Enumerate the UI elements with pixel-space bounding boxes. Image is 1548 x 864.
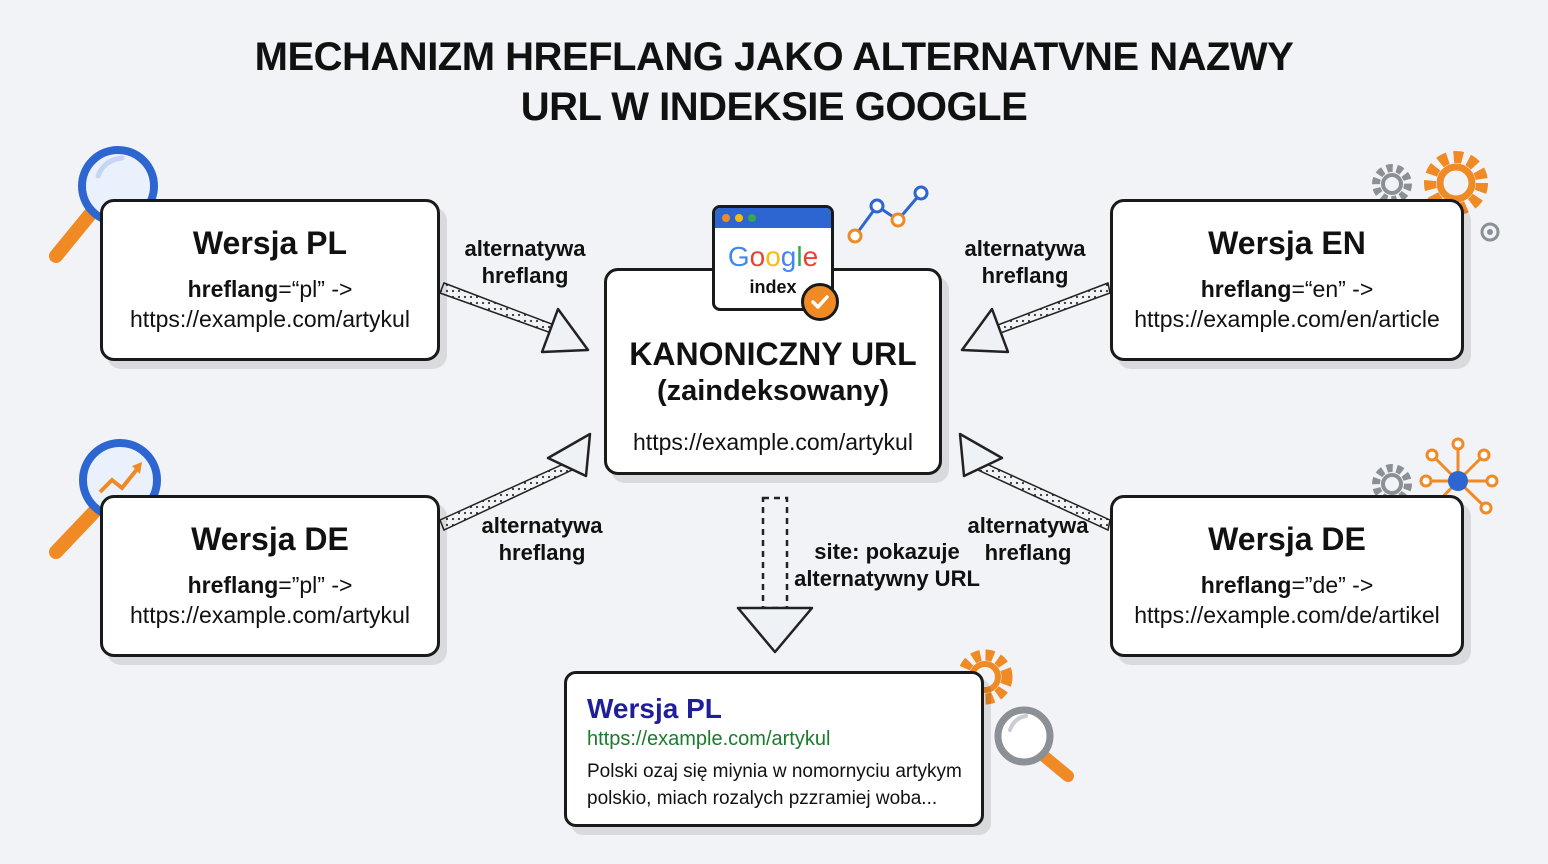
box-wersja-de-right bbox=[1110, 495, 1464, 657]
browser-titlebar bbox=[715, 208, 831, 228]
hreflang-attr: hreflang bbox=[187, 276, 279, 302]
hreflang-value: =”de” -> bbox=[1291, 572, 1374, 598]
label-line: alternatywa bbox=[481, 513, 603, 538]
snippet-line: polskiо, miach rozalych pzzгamiej woba... bbox=[587, 788, 938, 809]
label-top-left bbox=[455, 235, 595, 289]
search-result-card bbox=[564, 671, 984, 827]
box-heading: Wersja EN bbox=[1208, 225, 1366, 261]
label-line: hreflang bbox=[498, 540, 586, 565]
box-url: https://example.com/artykul bbox=[130, 602, 410, 628]
hreflang-line bbox=[103, 570, 437, 600]
label-line: alternatywa bbox=[964, 236, 1086, 261]
hreflang-line bbox=[1113, 570, 1461, 600]
result-url[interactable]: https://example.com/artykul bbox=[587, 728, 831, 750]
label-line: alternatywa bbox=[967, 513, 1089, 538]
arrow-top-left bbox=[440, 283, 588, 352]
box-url: https://example.com/artykul bbox=[130, 306, 410, 332]
label-line: hreflang bbox=[981, 263, 1069, 288]
label-line: hreflang bbox=[481, 263, 569, 288]
google-logo: Google bbox=[727, 241, 819, 272]
box-heading: Wersja DE bbox=[191, 521, 349, 557]
hreflang-line bbox=[103, 274, 437, 304]
snippet-line: Polski ozaj się miynia w nomornyciu artykym bbox=[587, 761, 962, 782]
hreflang-attr: hreflang bbox=[1200, 276, 1292, 302]
label-line: alternatywny URL bbox=[794, 566, 980, 591]
hreflang-value: =“pl” -> bbox=[278, 276, 353, 302]
title-line-2: URL W INDEKSIE GOOGLE bbox=[520, 85, 1028, 129]
box-wersja-en bbox=[1110, 199, 1464, 361]
hreflang-value: =”pl” -> bbox=[278, 572, 353, 598]
box-wersja-pl bbox=[100, 199, 440, 361]
result-title[interactable]: Wersja PL bbox=[587, 693, 722, 724]
canonical-subheading: (zaindeksowany) bbox=[656, 375, 890, 407]
checkmark-icon bbox=[801, 283, 839, 321]
hreflang-line bbox=[1113, 274, 1461, 304]
badge-label: index bbox=[749, 277, 797, 297]
label-line: site: pokazuje bbox=[814, 539, 960, 564]
box-url: https://example.com/de/artikel bbox=[1134, 602, 1440, 628]
title-line-1: MECHANIZM HREFLANG JAKO ALTERNATVNE NAZWY bbox=[254, 35, 1294, 79]
canonical-url: https://example.com/artykul bbox=[633, 429, 913, 455]
canonical-heading: KANONICZNY URL bbox=[629, 336, 917, 372]
label-line: alternatywa bbox=[464, 236, 586, 261]
box-heading: Wersja DE bbox=[1208, 521, 1366, 557]
result-snippet bbox=[587, 758, 961, 812]
hreflang-attr: hreflang bbox=[1200, 572, 1292, 598]
label-down bbox=[792, 538, 982, 592]
box-wersja-de-left bbox=[100, 495, 440, 657]
hreflang-attr: hreflang bbox=[187, 572, 279, 598]
box-url: https://example.com/en/article bbox=[1134, 306, 1440, 332]
trend-line-icon bbox=[849, 187, 927, 242]
label-line: hreflang bbox=[984, 540, 1072, 565]
box-heading: Wersja PL bbox=[192, 225, 348, 261]
label-bottom-left bbox=[472, 512, 612, 566]
hreflang-value: =“en” -> bbox=[1291, 276, 1374, 302]
arrow-top-right bbox=[962, 283, 1110, 352]
label-top-right bbox=[955, 235, 1095, 289]
